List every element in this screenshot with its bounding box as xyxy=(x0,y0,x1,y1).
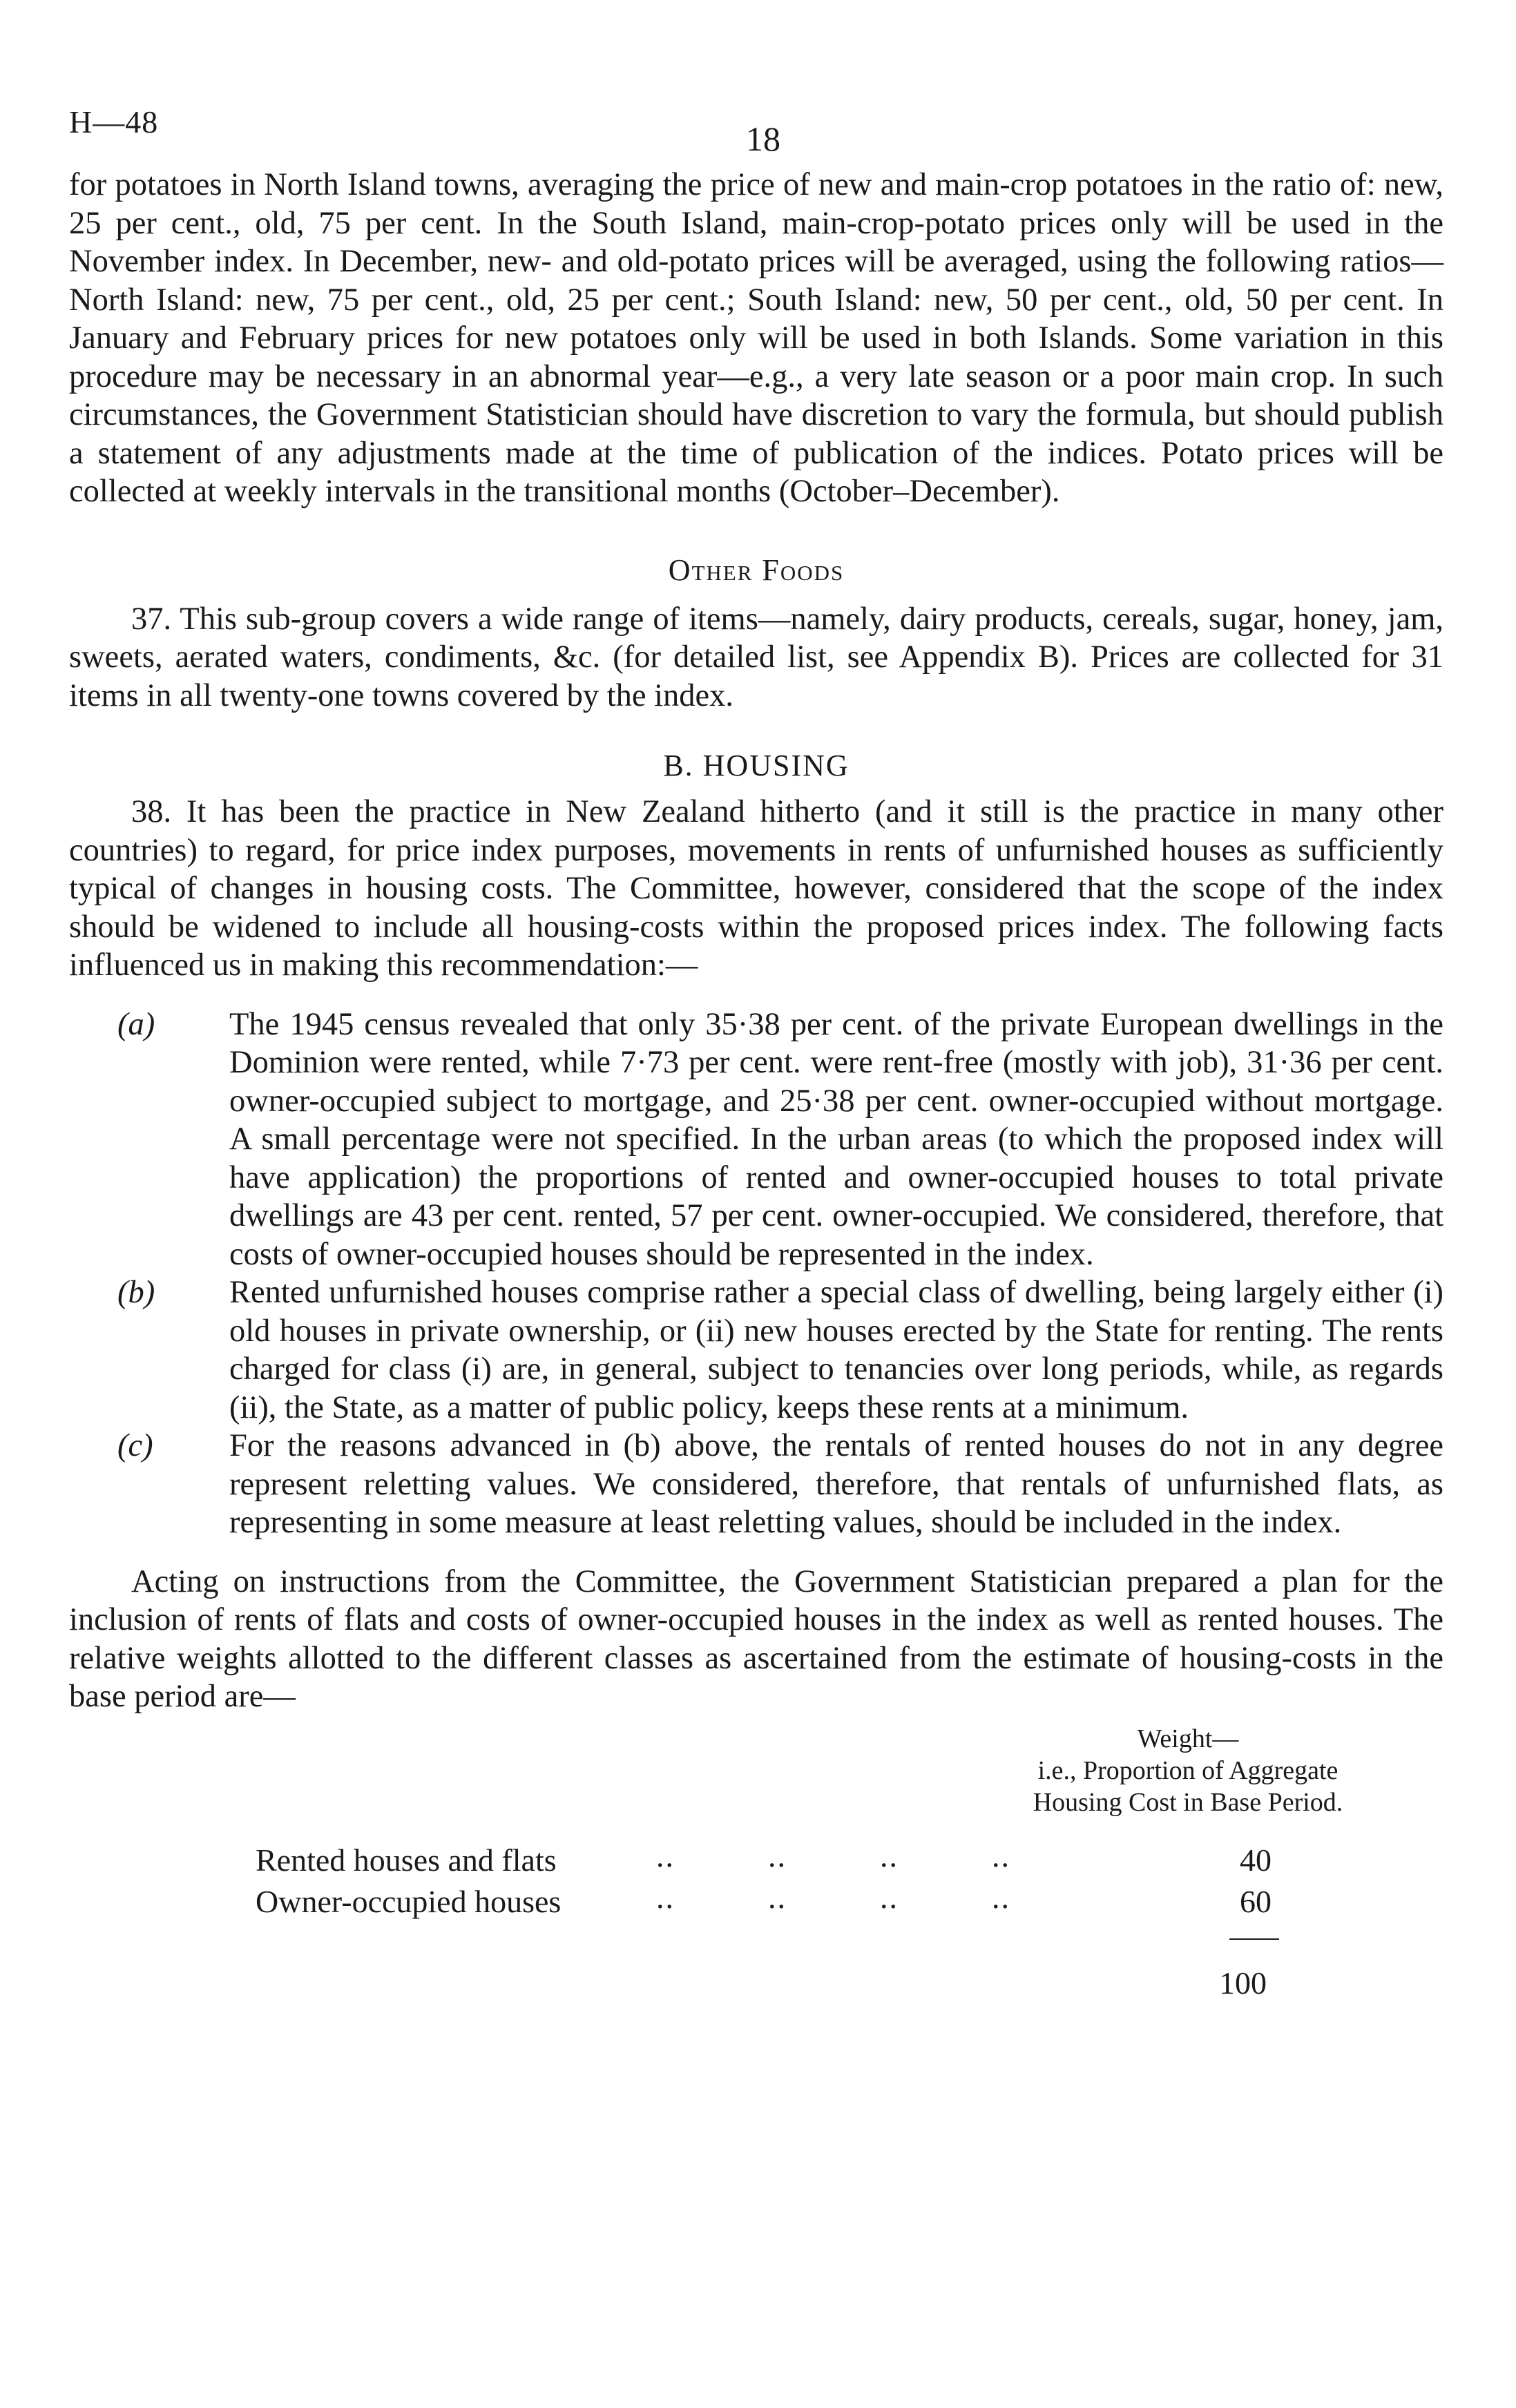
page-header xyxy=(69,104,1443,166)
dot-leader: .. .. .. .. xyxy=(656,1879,1010,1915)
list-item-b xyxy=(69,1273,1443,1427)
list-item-a xyxy=(69,1005,1443,1274)
document-page xyxy=(69,104,1443,2027)
list-item-label: (b) xyxy=(117,1275,155,1310)
list-item-text: The 1945 census revealed that only 35·38 per cent. of the private European dwellings in the Dominion were rented, while 7·73 per cent. were rent-free (mostly with job), 31·36 per cent. owner-occupied subject to mortgage, and 25·38 per cent. owner-occupied without mortgage. A small percentage were not specified. In the urban areas (to which the proposed index will have application) the proportions of rented and owner-occupied houses to total private dwellings are 43 per cent. rented, 57 per cent. owner-occupied. We considered, therefore, that costs of owner-occupied houses should be represented in the index. xyxy=(229,1006,1443,1272)
total-rule xyxy=(1229,1938,1279,1940)
weights-table xyxy=(69,1723,1443,2027)
weights-header-line3: Housing Cost in Base Period. xyxy=(1033,1787,1343,1817)
list-item-text: Rented unfurnished houses comprise rather a special class of dwelling, being largely either (i) old houses in private ownership, or (ii) new houses erected by the State for renting. The rents charged for class (i) are, in general, subject to tenancies over long periods, while, as regards (ii), the State, as a matter of public policy, keeps these rents at a minimum. xyxy=(229,1275,1443,1425)
dot-leader: .. .. .. .. xyxy=(656,1838,1010,1874)
weights-table-header xyxy=(974,1723,1402,1818)
row-label: Rented houses and flats xyxy=(256,1842,557,1878)
weights-header-line2: i.e., Proportion of Aggregate xyxy=(1037,1755,1339,1785)
paragraph-potatoes: for potatoes in North Island towns, averaging the price of new and main-crop potatoes in the ratio of: new, 25 per cent., old, 75 per cent. In the South Island, main-crop-potato prices only will be used in the November index. In December, new- and old-potato prices will be averaged, using the following ratios—North Island: new, 75 per cent., old, 25 per cent.; South Island: new, 50 per cent., old, 50 per cent. In January and February prices for new potatoes only will be used in both Islands. Some variation in this procedure may be necessary in an abnormal year—e.g., a very late season or a poor main crop. In such circumstances, the Government Statistician should have discretion to vary the formula, but should publish a statement of any adjustments made at the time of publication of the indices. Potato prices will be collected at weekly intervals in the transitional months (October–December). xyxy=(69,167,1443,509)
document-code: H—48 xyxy=(69,104,159,139)
paragraph-38: 38. It has been the practice in New Zealand hitherto (and it still is the practice in many other countries) to regard, for price index purposes, movements in rents of unfurnished houses as sufficiently typical of changes in housing costs. The Committee, however, considered that the scope of the index should be widened to include all housing-costs within the proposed prices index. The following facts influenced us in making this recommendation:— xyxy=(69,794,1443,983)
list-item-label: (c) xyxy=(117,1428,153,1463)
weights-header-line1: Weight— xyxy=(1137,1724,1239,1753)
table-row xyxy=(256,1879,1272,1921)
table-row xyxy=(256,1838,1272,1880)
row-value: 40 xyxy=(1240,1842,1272,1878)
section-heading-other-foods: Other Foods xyxy=(668,552,845,587)
list-item-label: (a) xyxy=(117,1006,155,1042)
list-item-text: For the reasons advanced in (b) above, the rentals of rented houses do not in any degree represent reletting values. We considered, therefore, that rentals of unfurnished flats, as representing in some measure at least reletting values, should be included in the index. xyxy=(229,1428,1443,1540)
page-number: 18 xyxy=(746,119,780,158)
weights-total: 100 xyxy=(1219,1965,1267,2001)
paragraph-37: 37. This sub-group covers a wide range of items—namely, dairy products, cereals, sugar, honey, jam, sweets, aerated waters, condiments, &c. (for detailed list, see Appendix B). Prices are collected for 31 items in all twenty-one towns covered by the index. xyxy=(69,601,1443,713)
section-heading-housing: B. HOUSING xyxy=(663,749,850,782)
list-item-c xyxy=(69,1427,1443,1542)
row-value: 60 xyxy=(1240,1883,1272,1919)
row-label: Owner-occupied houses xyxy=(256,1883,562,1919)
paragraph-acting: Acting on instructions from the Committee, the Government Statistician prepared a plan for the inclusion of rents of flats and costs of owner-occupied houses in the index as well as rented houses. The relative weights allotted to the different classes as ascertained from the estimate of housing-costs in the base period are— xyxy=(69,1563,1443,1714)
